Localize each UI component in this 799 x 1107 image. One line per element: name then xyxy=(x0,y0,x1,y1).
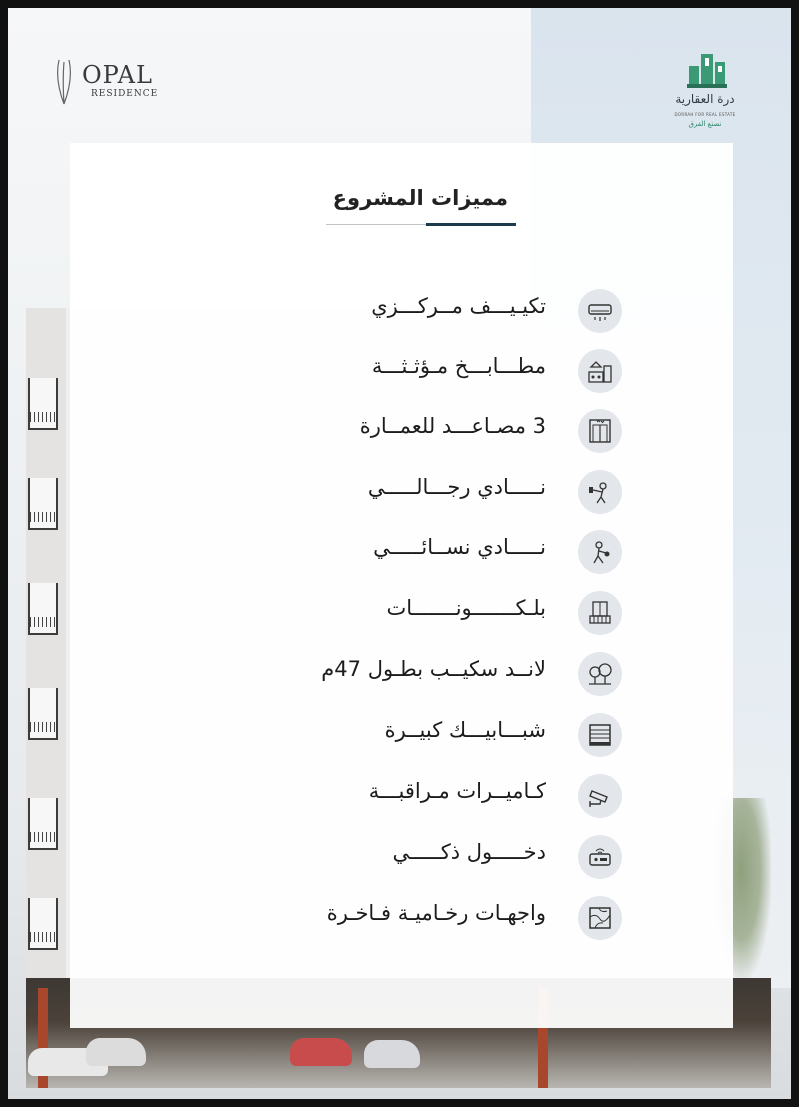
feature-label: نـــــادي نســائـــــي xyxy=(373,535,546,559)
feature-label: لانــد سكيــب بطـول 47م xyxy=(321,657,546,681)
car-image xyxy=(290,1038,352,1066)
feature-row xyxy=(228,649,628,699)
developer-slogan: نصنع الفرق xyxy=(688,120,722,128)
security-camera-icon xyxy=(578,774,622,818)
window-icon xyxy=(578,713,622,757)
feature-label: شبـــابيـــك كبيــرة xyxy=(384,718,546,742)
feature-row xyxy=(228,588,628,638)
feature-label: مطـــابـــخ مـؤثـثـــة xyxy=(371,354,546,378)
feature-label: واجهـات رخـاميـة فـاخـرة xyxy=(326,901,546,925)
feature-label: دخـــــول ذكـــــي xyxy=(392,840,546,864)
feature-row xyxy=(228,893,628,943)
opal-residence-logo xyxy=(54,58,194,118)
air-conditioner-icon xyxy=(578,289,622,333)
feature-row xyxy=(228,527,628,577)
feature-label: نـــــادي رجـــالـــــي xyxy=(367,475,546,499)
landscape-icon xyxy=(578,652,622,696)
elevator-icon xyxy=(578,409,622,453)
smart-entry-icon xyxy=(578,835,622,879)
feature-row xyxy=(228,467,628,517)
feature-row xyxy=(228,286,628,336)
developer-english-name: DORRAH FOR REAL ESTATE xyxy=(674,112,736,117)
womens-gym-icon xyxy=(578,530,622,574)
developer-logo xyxy=(655,54,755,136)
kitchen-icon xyxy=(578,349,622,393)
building-window xyxy=(28,798,58,850)
brochure-page xyxy=(8,8,791,1099)
feature-label: بلـكـــــــونـــــــات xyxy=(386,596,546,620)
opal-subtitle: RESIDENCE xyxy=(91,89,159,99)
mens-gym-icon xyxy=(578,470,622,514)
leaf-logo-icon xyxy=(54,58,74,106)
building-window xyxy=(28,478,58,530)
developer-name: درة العقارية xyxy=(675,92,735,106)
opal-wordmark: OPAL xyxy=(82,61,153,89)
feature-label: 3 مصـاعـــد للعمــارة xyxy=(359,414,546,438)
building-window xyxy=(28,898,58,950)
feature-row xyxy=(228,771,628,821)
balcony-icon xyxy=(578,591,622,635)
feature-row xyxy=(228,346,628,396)
building-window xyxy=(28,378,58,430)
building-window xyxy=(28,583,58,635)
car-image xyxy=(364,1040,420,1068)
feature-row xyxy=(228,406,628,456)
feature-label: تكيـيـــف مــركـــزي xyxy=(371,294,546,318)
feature-label: كـاميــرات مـراقبـــة xyxy=(368,779,546,803)
feature-row xyxy=(228,710,628,760)
car-image xyxy=(86,1038,146,1066)
marble-facade-icon xyxy=(578,896,622,940)
building-window xyxy=(28,688,58,740)
building-logo-icon xyxy=(687,54,727,90)
feature-row xyxy=(228,832,628,882)
page-title: مميزات المشروع xyxy=(332,186,508,210)
title-underline-accent xyxy=(426,223,516,226)
